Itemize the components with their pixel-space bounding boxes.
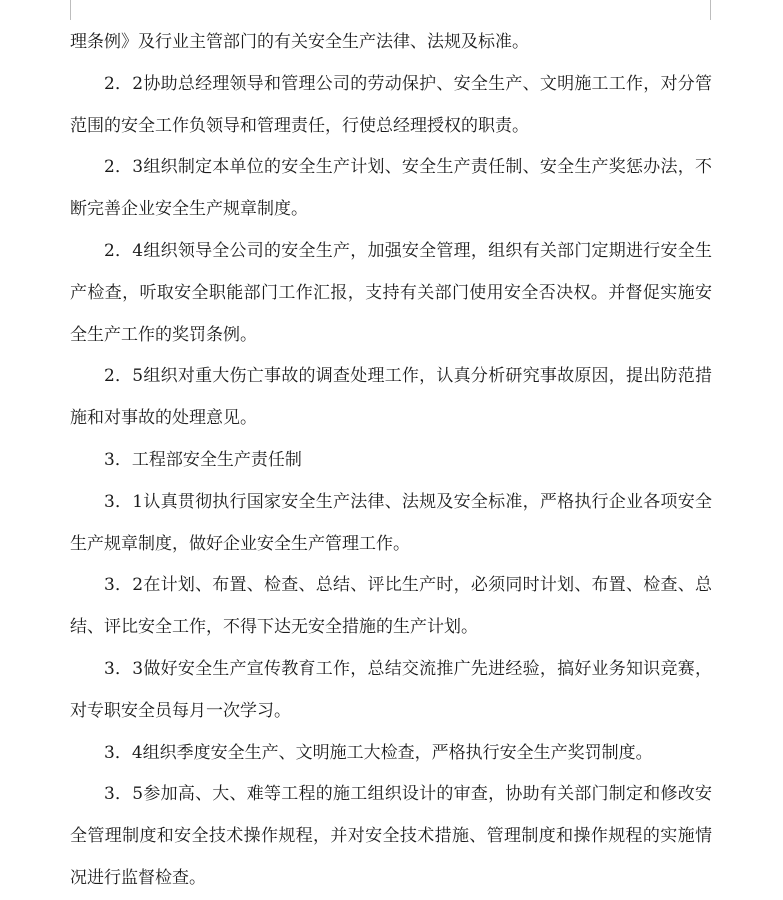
document-body [70,22,712,900]
page-corner-mark-right [710,0,733,20]
paragraph-2-5: 2．5组织对重大伤亡事故的调查处理工作，认真分析研究事故原因，提出防范措施和对事故的处理意见。 [70,366,712,429]
page-corner-mark-left [48,0,71,20]
paragraph-2-3: 2．3组织制定本单位的安全生产计划、安全生产责任制、安全生产奖惩办法，不断完善企业安全生产规章制度。 [70,157,712,220]
paragraph-3-1: 3．1认真贯彻执行国家安全生产法律、法规及安全标准，严格执行企业各项安全生产规章制度，做好企业安全生产管理工作。 [70,491,712,554]
paragraph-3-4: 3．4组织季度安全生产、文明施工大检查，严格执行安全生产奖罚制度。 [104,742,653,763]
paragraph-continuation: 理条例》及行业主管部门的有关安全生产法律、法规及标准。 [70,32,529,52]
paragraph-2-4: 2．4组织领导全公司的安全生产，加强安全管理，组织有关部门定期进行安全生产检查，听取安全职能部门工作汇报，支持有关部门使用安全否决权。并督促实施安全生产工作的奖罚条例。 [70,240,712,345]
paragraph-2-2: 2．2协助总经理领导和管理公司的劳动保护、安全生产、文明施工工作，对分管范围的安全工作负领导和管理责任，行使总经理授权的职责。 [70,73,712,136]
paragraph-3-3: 3．3做好安全生产宣传教育工作，总结交流推广先进经验，搞好业务知识竞赛，对专职安全员每月一次学习。 [70,658,712,721]
paragraph-3-2: 3．2在计划、布置、检查、总结、评比生产时，必须同时计划、布置、检查、总结、评比安全工作，不得下达无安全措施的生产计划。 [70,575,712,638]
paragraph-3-5: 3．5参加高、大、难等工程的施工组织设计的审查，协助有关部门制定和修改安全管理制度和安全技术操作规程，并对安全技术措施、管理制度和操作规程的实施情况进行监督检查。 [70,784,712,888]
section-heading-3: 3．工程部安全生产责任制 [104,449,302,470]
